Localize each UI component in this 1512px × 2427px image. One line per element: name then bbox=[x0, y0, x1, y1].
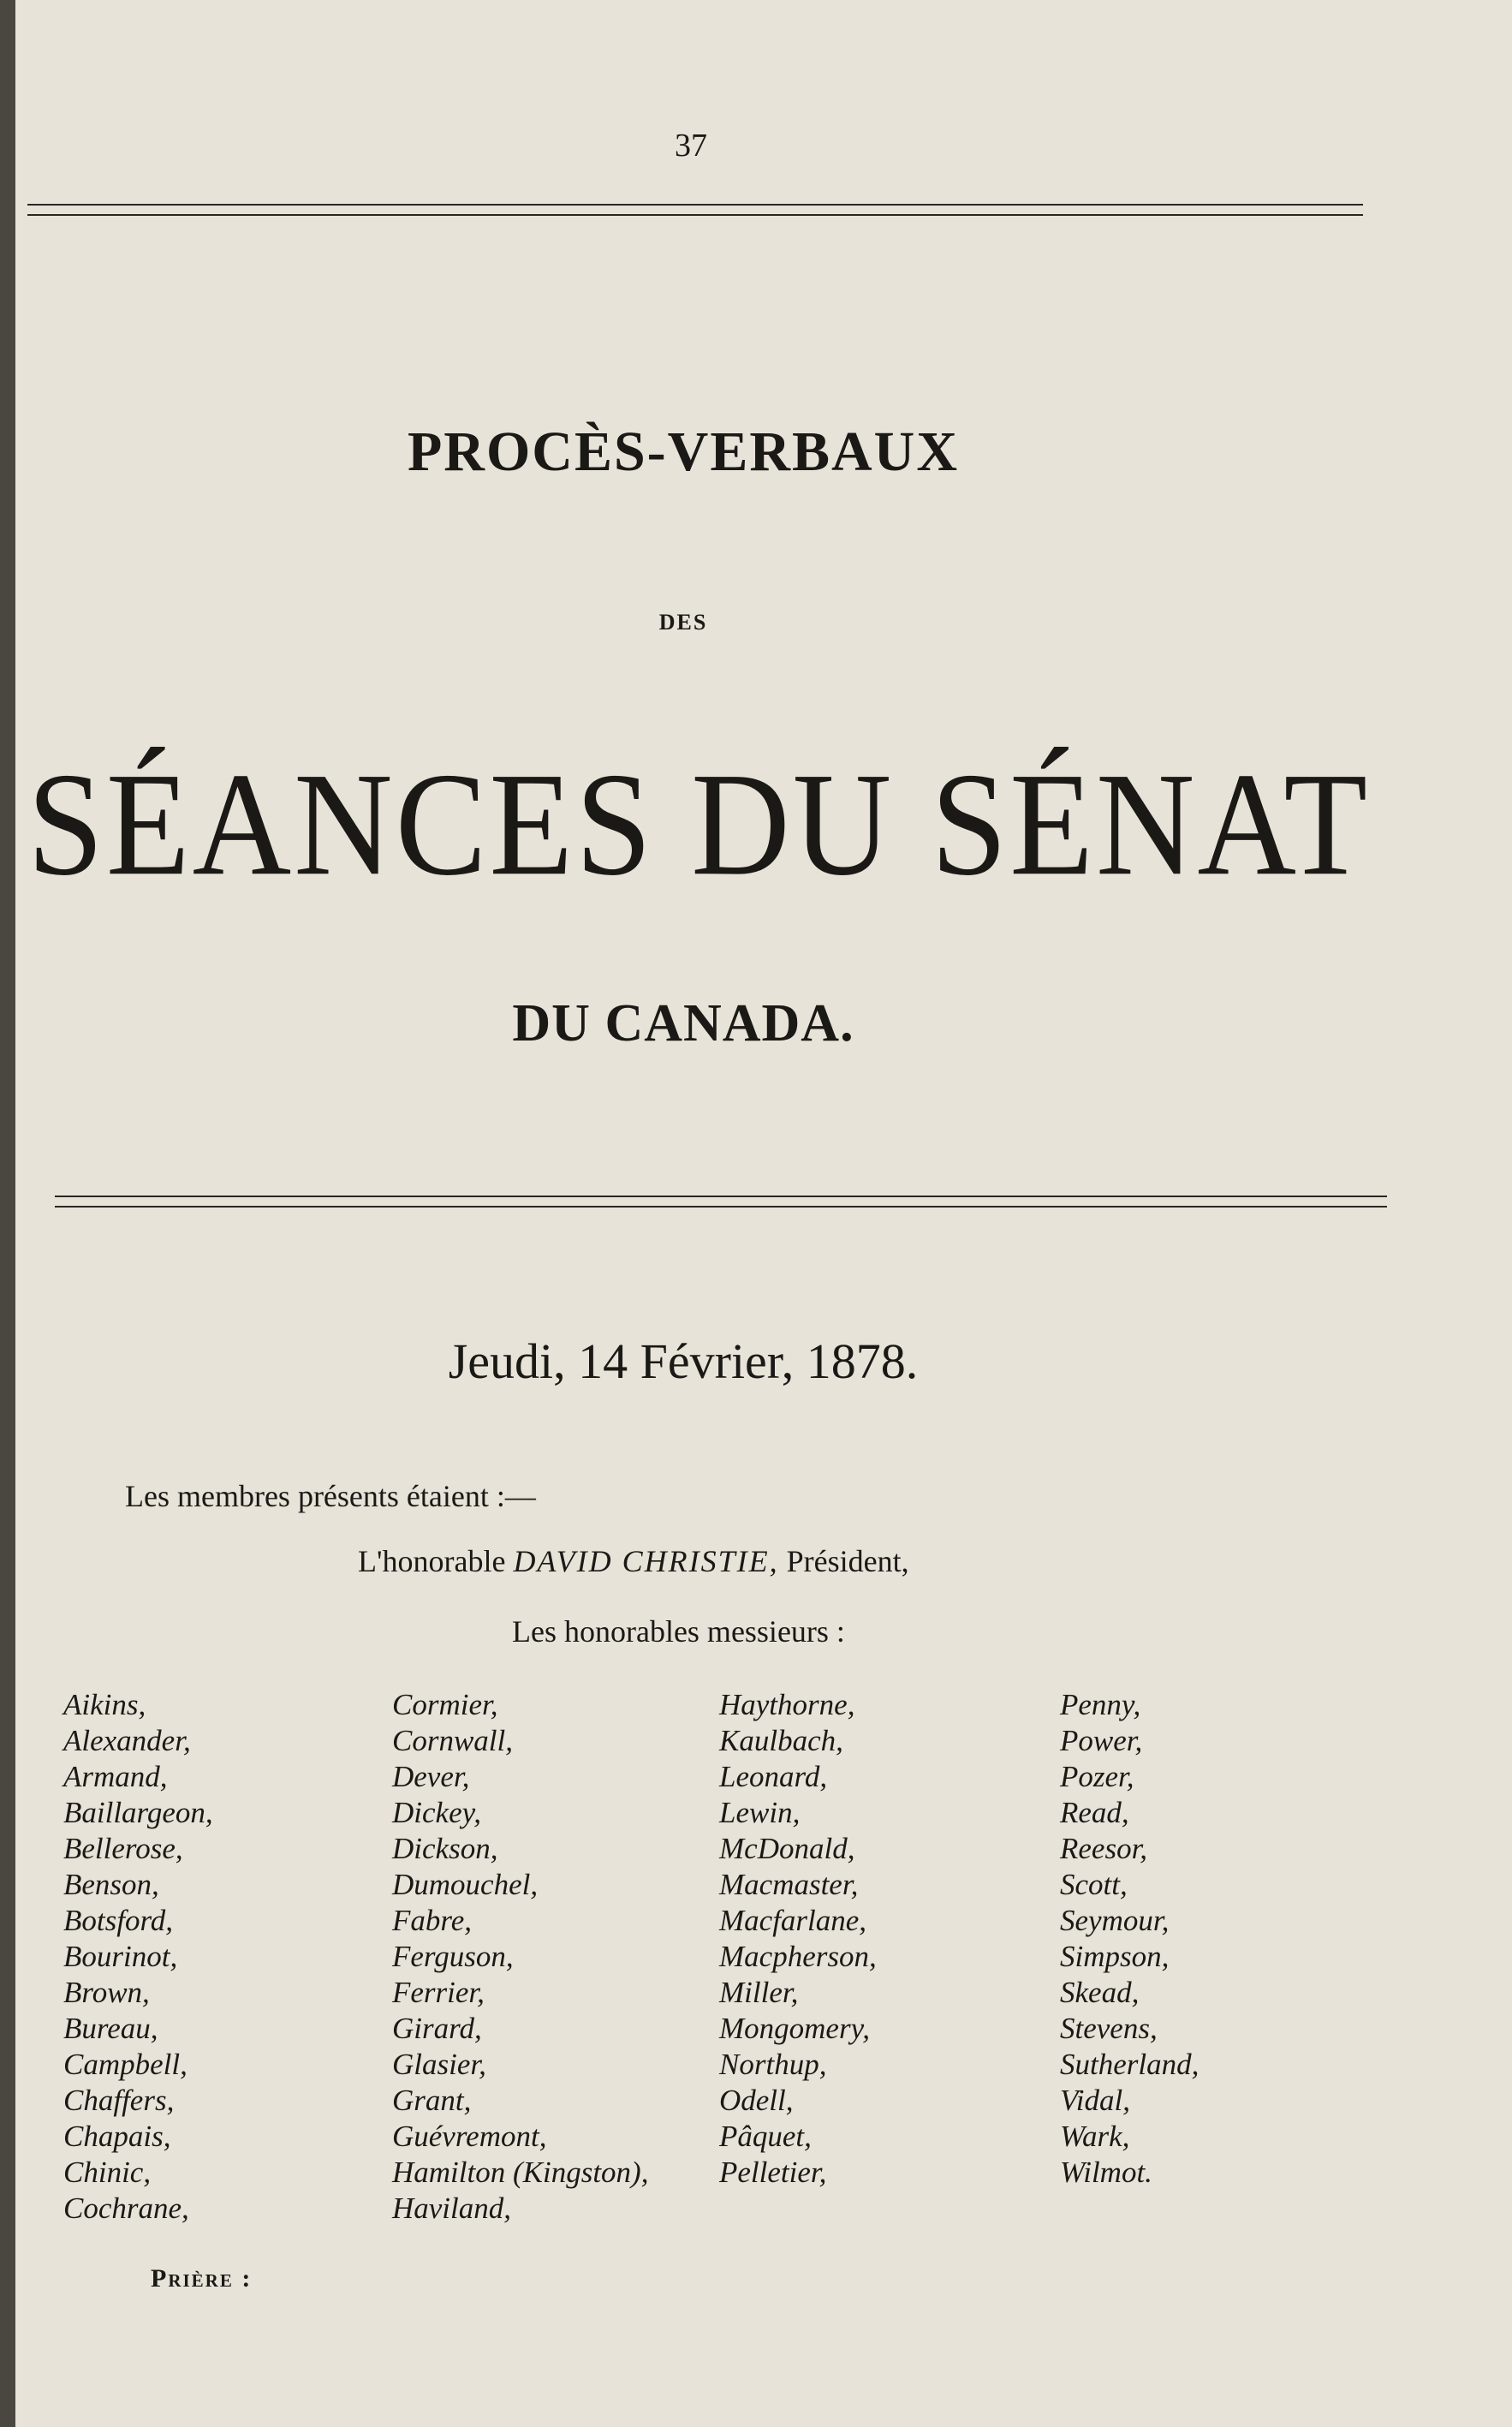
member-name: Leonard, bbox=[719, 1760, 828, 1793]
heading-seances-du-senat: SÉANCES DU SÉNAT bbox=[27, 741, 1371, 907]
member-name: Miller, bbox=[719, 1976, 799, 2009]
top-rule-double bbox=[27, 214, 1363, 216]
member-name: Bureau, bbox=[63, 2012, 158, 2045]
member-name: Wilmot. bbox=[1060, 2156, 1152, 2189]
member-name: Wark, bbox=[1060, 2120, 1130, 2153]
member-name: Dumouchel, bbox=[392, 1868, 539, 1901]
member-name: Grant, bbox=[392, 2084, 472, 2117]
member-name: Odell, bbox=[719, 2084, 794, 2117]
member-name: Macmaster, bbox=[719, 1868, 859, 1901]
member-name: Ferguson, bbox=[392, 1940, 514, 1973]
member-name: Reesor, bbox=[1060, 1832, 1148, 1865]
members-column-4 bbox=[1060, 1687, 1199, 2191]
member-name: Pâquet, bbox=[719, 2120, 812, 2153]
member-name: Chinic, bbox=[63, 2156, 152, 2189]
member-name: Stevens, bbox=[1060, 2012, 1158, 2045]
heading-des: DES bbox=[658, 610, 708, 635]
member-name: McDonald, bbox=[719, 1832, 855, 1865]
member-name: Macfarlane, bbox=[719, 1904, 867, 1937]
member-name: Dever, bbox=[392, 1760, 470, 1793]
member-name: Sutherland, bbox=[1060, 2048, 1199, 2081]
member-name: Cornwall, bbox=[392, 1724, 514, 1757]
member-name: Ferrier, bbox=[392, 1976, 485, 2009]
middle-rule-double bbox=[55, 1206, 1387, 1208]
member-name: Lewin, bbox=[719, 1796, 801, 1829]
president-prefix: L'honorable bbox=[358, 1544, 514, 1578]
member-name: Macpherson, bbox=[719, 1940, 877, 1973]
honorables-label: Les honorables messieurs : bbox=[512, 1614, 845, 1649]
member-name: Penny, bbox=[1060, 1688, 1141, 1721]
member-name: Haviland, bbox=[392, 2191, 512, 2225]
heading-proces-verbaux: PROCÈS-VERBAUX bbox=[407, 420, 960, 483]
members-column-3 bbox=[719, 1687, 877, 2191]
top-rule bbox=[27, 204, 1363, 206]
member-name: Hamilton (Kingston), bbox=[392, 2156, 649, 2189]
member-name: Seymour, bbox=[1060, 1904, 1170, 1937]
member-name: Kaulbach, bbox=[719, 1724, 843, 1757]
member-name: Botsford, bbox=[63, 1904, 174, 1937]
member-name: Haythorne, bbox=[719, 1688, 855, 1721]
member-name: Glasier, bbox=[392, 2048, 486, 2081]
member-name: Mongomery, bbox=[719, 2012, 870, 2045]
member-name: Pozer, bbox=[1060, 1760, 1134, 1793]
member-name: Vidal, bbox=[1060, 2084, 1130, 2117]
member-name: Dickey, bbox=[392, 1796, 481, 1829]
member-name: Read, bbox=[1060, 1796, 1129, 1829]
member-name: Aikins, bbox=[63, 1688, 146, 1721]
president-title: Président, bbox=[778, 1544, 909, 1578]
member-name: Skead, bbox=[1060, 1976, 1140, 2009]
member-name: Pelletier, bbox=[719, 2156, 827, 2189]
middle-rule bbox=[55, 1196, 1387, 1197]
member-name: Scott, bbox=[1060, 1868, 1128, 1901]
member-name: Dickson, bbox=[392, 1832, 498, 1865]
member-name: Guévremont, bbox=[392, 2120, 547, 2153]
member-name: Cormier, bbox=[392, 1688, 498, 1721]
member-name: Bellerose, bbox=[63, 1832, 183, 1865]
session-date: Jeudi, 14 Février, 1878. bbox=[448, 1333, 919, 1389]
member-name: Northup, bbox=[719, 2048, 827, 2081]
member-name: Bourinot, bbox=[63, 1940, 178, 1973]
member-name: Benson, bbox=[63, 1868, 159, 1901]
member-name: Campbell, bbox=[63, 2048, 188, 2081]
document-page bbox=[15, 0, 1512, 2427]
member-name: Brown, bbox=[63, 1976, 150, 2009]
member-name: Cochrane, bbox=[63, 2191, 189, 2225]
member-name: Chapais, bbox=[63, 2120, 171, 2153]
member-name: Baillargeon, bbox=[63, 1796, 213, 1829]
president-name: DAVID CHRISTIE, bbox=[513, 1544, 779, 1578]
members-column-2 bbox=[392, 1687, 648, 2227]
president-line bbox=[358, 1543, 909, 1579]
member-name: Chaffers, bbox=[63, 2084, 175, 2117]
members-present-label: Les membres présents étaient :— bbox=[125, 1479, 536, 1513]
member-name: Armand, bbox=[63, 1760, 168, 1793]
member-name: Fabre, bbox=[392, 1904, 472, 1937]
member-name: Simpson, bbox=[1060, 1940, 1170, 1973]
member-name: Power, bbox=[1060, 1724, 1143, 1757]
priere-label: Prière : bbox=[151, 2264, 253, 2293]
member-name: Girard, bbox=[392, 2012, 482, 2045]
page-number: 37 bbox=[675, 128, 707, 164]
members-column-1 bbox=[63, 1687, 213, 2227]
heading-du-canada: DU CANADA. bbox=[512, 994, 854, 1052]
member-name: Alexander, bbox=[63, 1724, 191, 1757]
